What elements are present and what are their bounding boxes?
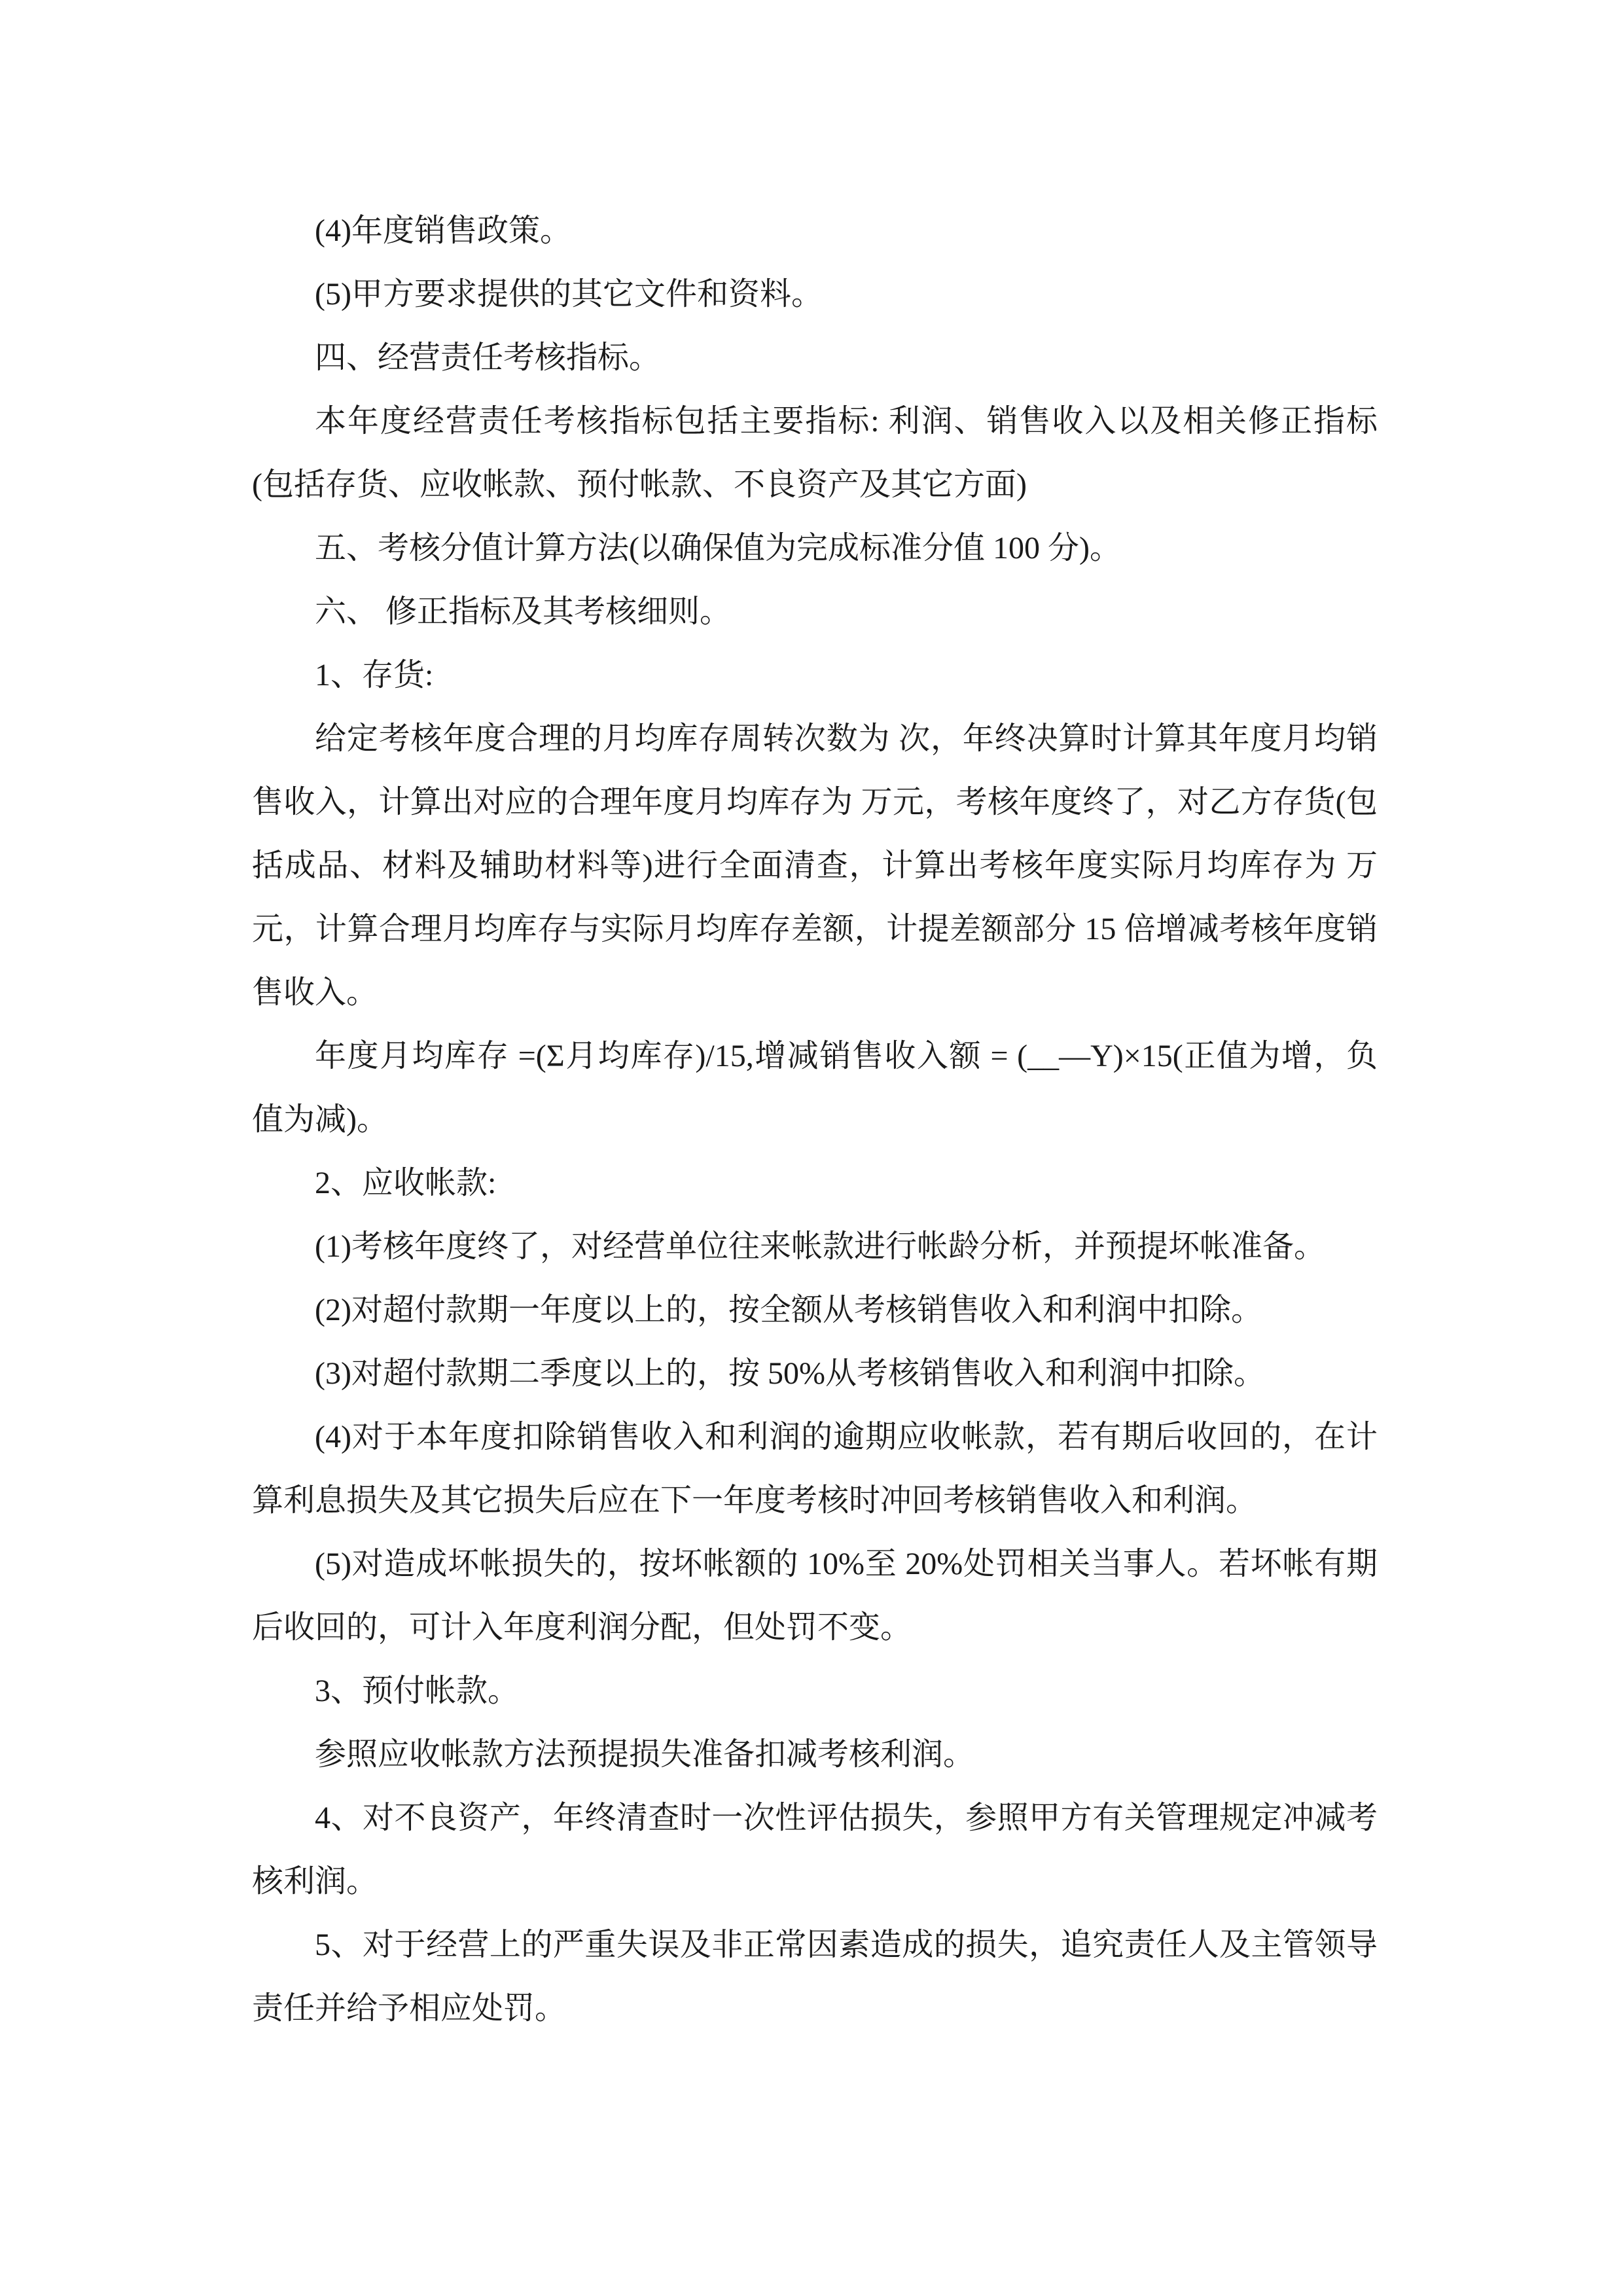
paragraph: 年度月均库存 =(Σ月均库存)/15,增减销售收入额 = (__—Y)×15(正值为增，负值为减)。 bbox=[252, 1039, 1378, 1137]
paragraph: 参照应收帐款方法预提损失准备扣减考核利润。 bbox=[315, 1737, 975, 1772]
paragraph: (2)对超付款期一年度以上的，按全额从考核销售收入和利润中扣除。 bbox=[315, 1293, 1262, 1327]
paragraph: 六、 修正指标及其考核细则。 bbox=[315, 594, 732, 629]
paragraph: (3)对超付款期二季度以上的，按 50%从考核销售收入和利润中扣除。 bbox=[315, 1356, 1265, 1391]
paragraph: (5)甲方要求提供的其它文件和资料。 bbox=[315, 277, 823, 312]
paragraph: 1、存货: bbox=[315, 658, 434, 692]
paragraph: 四、经营责任考核指标。 bbox=[315, 340, 661, 375]
paragraph: (4)年度销售政策。 bbox=[315, 213, 571, 248]
paragraph: (1)考核年度终了，对经营单位往来帐款进行帐龄分析，并预提坏帐准备。 bbox=[315, 1229, 1325, 1264]
paragraph: 给定考核年度合理的月均库存周转次数为 次，年终决算时计算其年度月均销售收入，计算出对应的合理年度月均库存为 万元，考核年度终了，对乙方存货(包括成品、材料及辅助材料等)进行全面清查，计算出考核年度实际月均库存为 万元，计算合理月均库存与实际月均库存差额，计提差额部分 15 倍增减考核年度销售收入。 bbox=[252, 721, 1378, 1010]
paragraph: 5、对于经营上的严重失误及非正常因素造成的损失，追究责任人及主管领导责任并给予相应处罚。 bbox=[252, 1928, 1378, 2026]
paragraph: 2、应收帐款: bbox=[315, 1166, 497, 1200]
paragraph: (4)对于本年度扣除销售收入和利润的逾期应收帐款，若有期后收回的，在计算利息损失及其它损失后应在下一年度考核时冲回考核销售收入和利润。 bbox=[252, 1420, 1378, 1518]
document-content bbox=[252, 199, 1378, 2040]
paragraph: 3、预付帐款。 bbox=[315, 1674, 520, 1708]
paragraph: 五、考核分值计算方法(以确保值为完成标准分值 100 分)。 bbox=[315, 531, 1121, 565]
paragraph: (5)对造成坏帐损失的，按坏帐额的 10%至 20%处罚相关当事人。若坏帐有期后收回的，可计入年度利润分配，但处罚不变。 bbox=[252, 1547, 1378, 1645]
paragraph: 本年度经营责任考核指标包括主要指标: 利润、销售收入以及相关修正指标(包括存货、应收帐款、预付帐款、不良资产及其它方面) bbox=[252, 404, 1378, 502]
paragraph: 4、对不良资产，年终清查时一次性评估损失，参照甲方有关管理规定冲减考核利润。 bbox=[252, 1801, 1378, 1899]
